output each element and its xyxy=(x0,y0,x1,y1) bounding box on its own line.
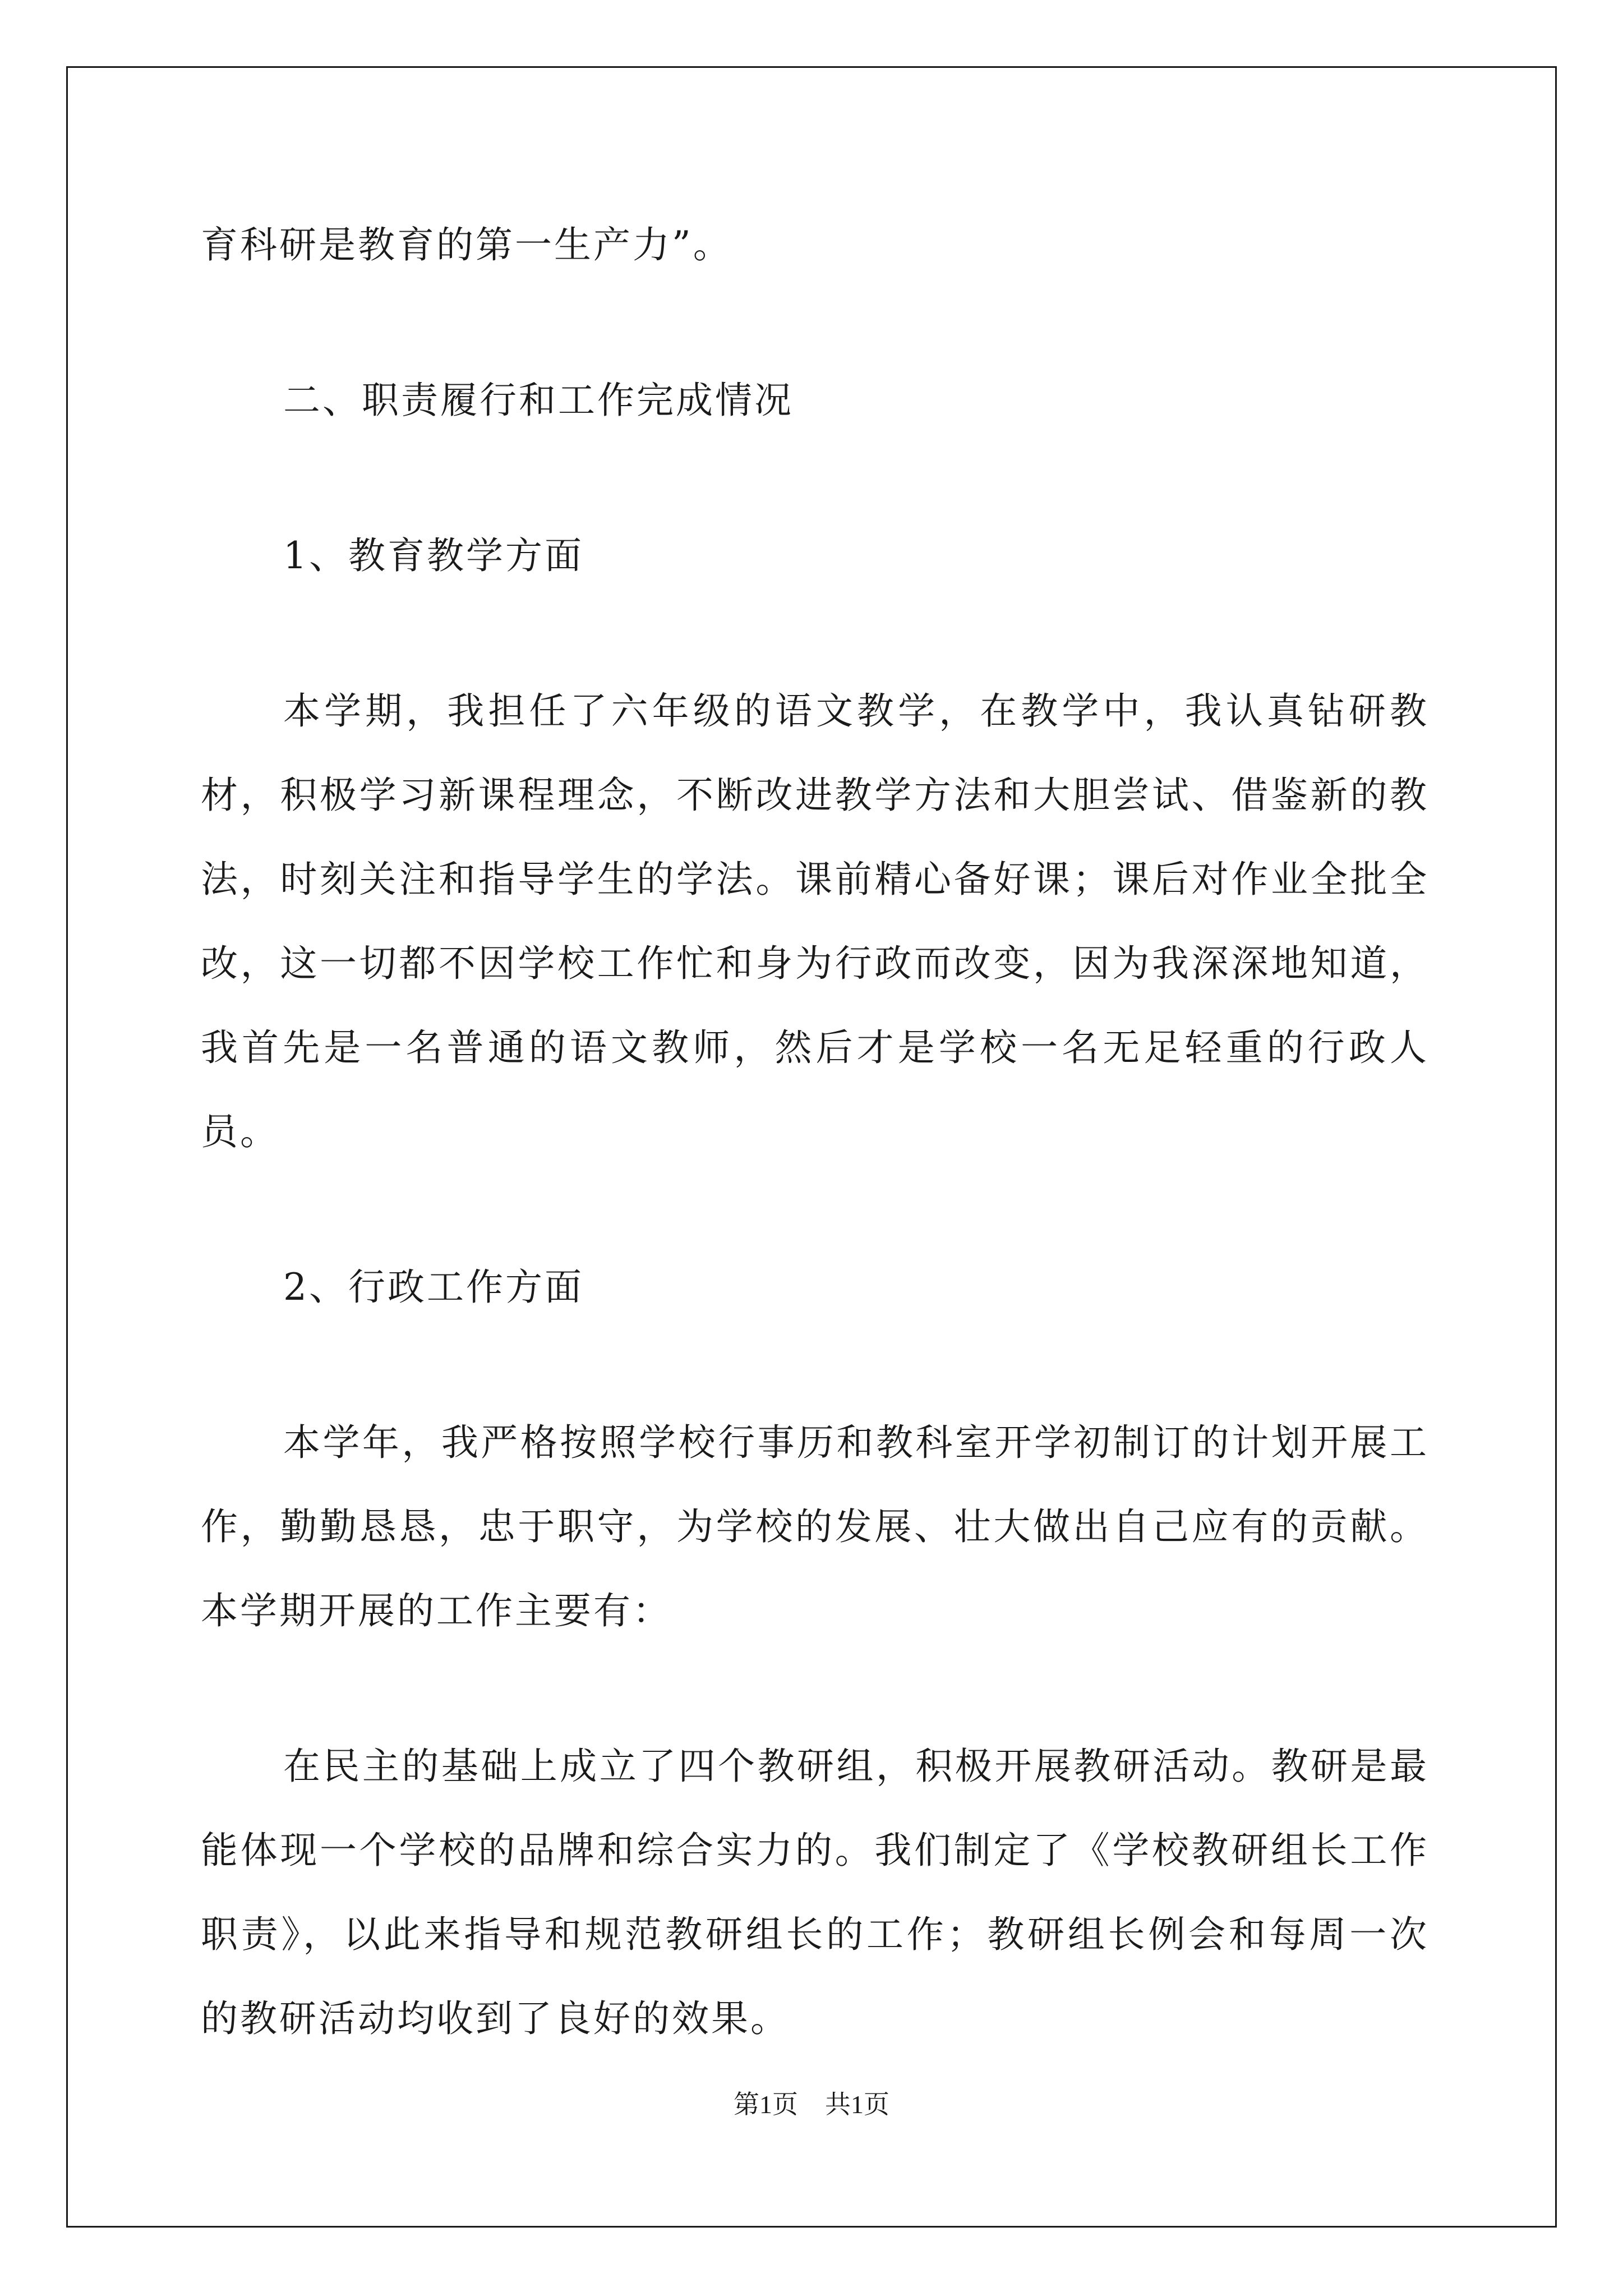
section-heading-duties: 二、职责履行和工作完成情况 xyxy=(283,379,794,422)
subheading-administration: 2、行政工作方面 xyxy=(283,1266,584,1309)
subheading-teaching: 1、教育教学方面 xyxy=(283,534,584,577)
paragraph-continuation: 育科研是教育的第一生产力”。 xyxy=(201,223,732,266)
paragraph-teaching: 本学期，我担任了六年级的语文教学，在教学中，我认真钻研教材，积极学习新课程理念，不断改进教学方法和大胆尝试、借鉴新的教法，时刻关注和指导学生的学法。课前精心备好课；课后对作业全批全改，这一切都不因学校工作忙和身为行政而改变，因为我深深地知道，我首先是一名普通的语文教师，然后才是学校一名无足轻重的行政人员。 xyxy=(201,689,1429,1153)
paragraph-administration: 本学年，我严格按照学校行事历和教科室开学初制订的计划开展工作，勤勤恳恳，忠于职守，为学校的发展、壮大做出自己应有的贡献。本学期开展的工作主要有： xyxy=(201,1421,1429,1632)
page-total: 共1页 xyxy=(825,2090,889,2119)
page-footer xyxy=(0,2088,1623,2122)
page-number: 第1页 xyxy=(734,2090,798,2119)
paragraph-research-groups: 在民主的基础上成立了四个教研组，积极开展教研活动。教研是最能体现一个学校的品牌和综合实力的。我们制定了《学校教研组长工作职责》，以此来指导和规范教研组长的工作；教研组长例会和每周一次的教研活动均收到了良好的效果。 xyxy=(201,1745,1429,2040)
document-body xyxy=(201,203,1429,2132)
